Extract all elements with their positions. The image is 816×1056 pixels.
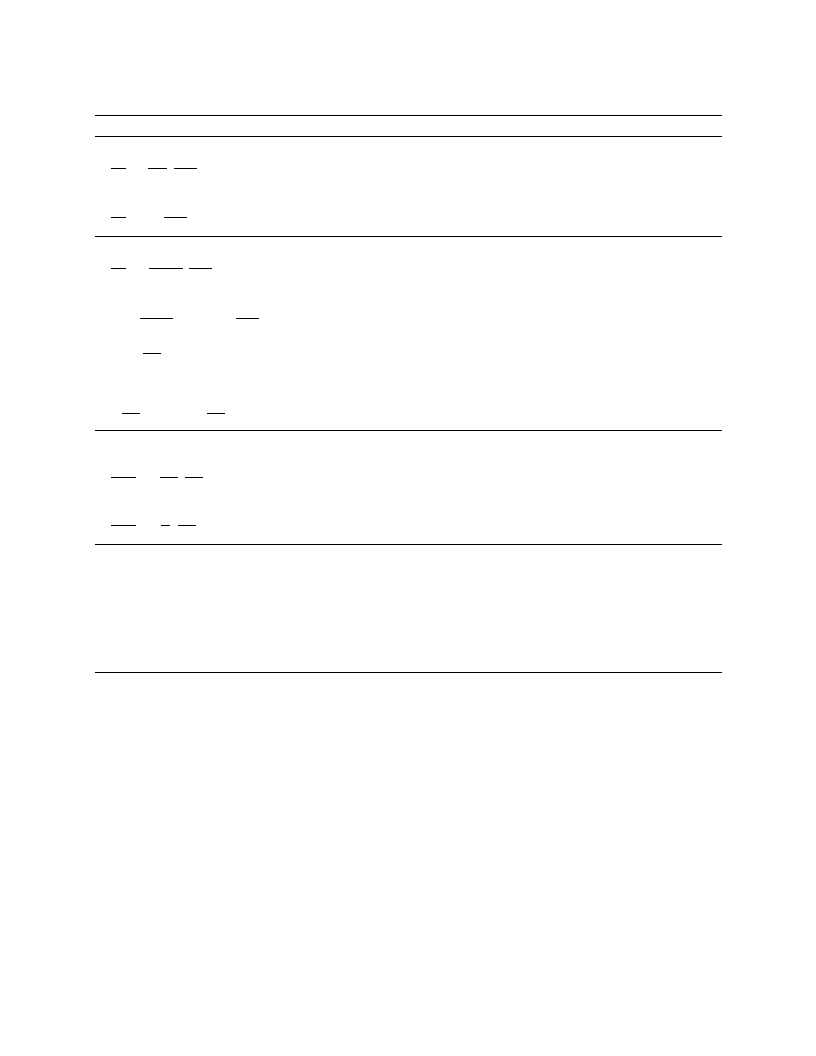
table-bottom-rule — [95, 672, 722, 673]
fraction-bar — [236, 318, 259, 319]
table-section-rule-3 — [95, 544, 722, 545]
fraction-bar — [207, 413, 225, 414]
table-section-rule-2 — [95, 430, 722, 431]
fraction-bar — [143, 353, 161, 354]
fraction-bar — [111, 525, 136, 526]
fraction-bar — [148, 168, 167, 169]
table-section-rule-1 — [95, 236, 722, 237]
fraction-bar — [111, 477, 136, 478]
fraction-bar — [161, 525, 170, 526]
fraction-bar — [111, 168, 126, 169]
fraction-bar — [149, 268, 183, 269]
fraction-bar — [189, 268, 212, 269]
fraction-bar — [185, 477, 203, 478]
fraction-bar — [164, 217, 187, 218]
fraction-bar — [111, 268, 126, 269]
table-header-rule — [95, 136, 722, 137]
fraction-bar — [174, 168, 197, 169]
fraction-bar — [160, 477, 178, 478]
table-top-rule — [95, 115, 722, 116]
fraction-bar — [122, 413, 140, 414]
fraction-bar — [140, 318, 173, 319]
fraction-bar — [111, 217, 126, 218]
fraction-bar — [178, 525, 196, 526]
